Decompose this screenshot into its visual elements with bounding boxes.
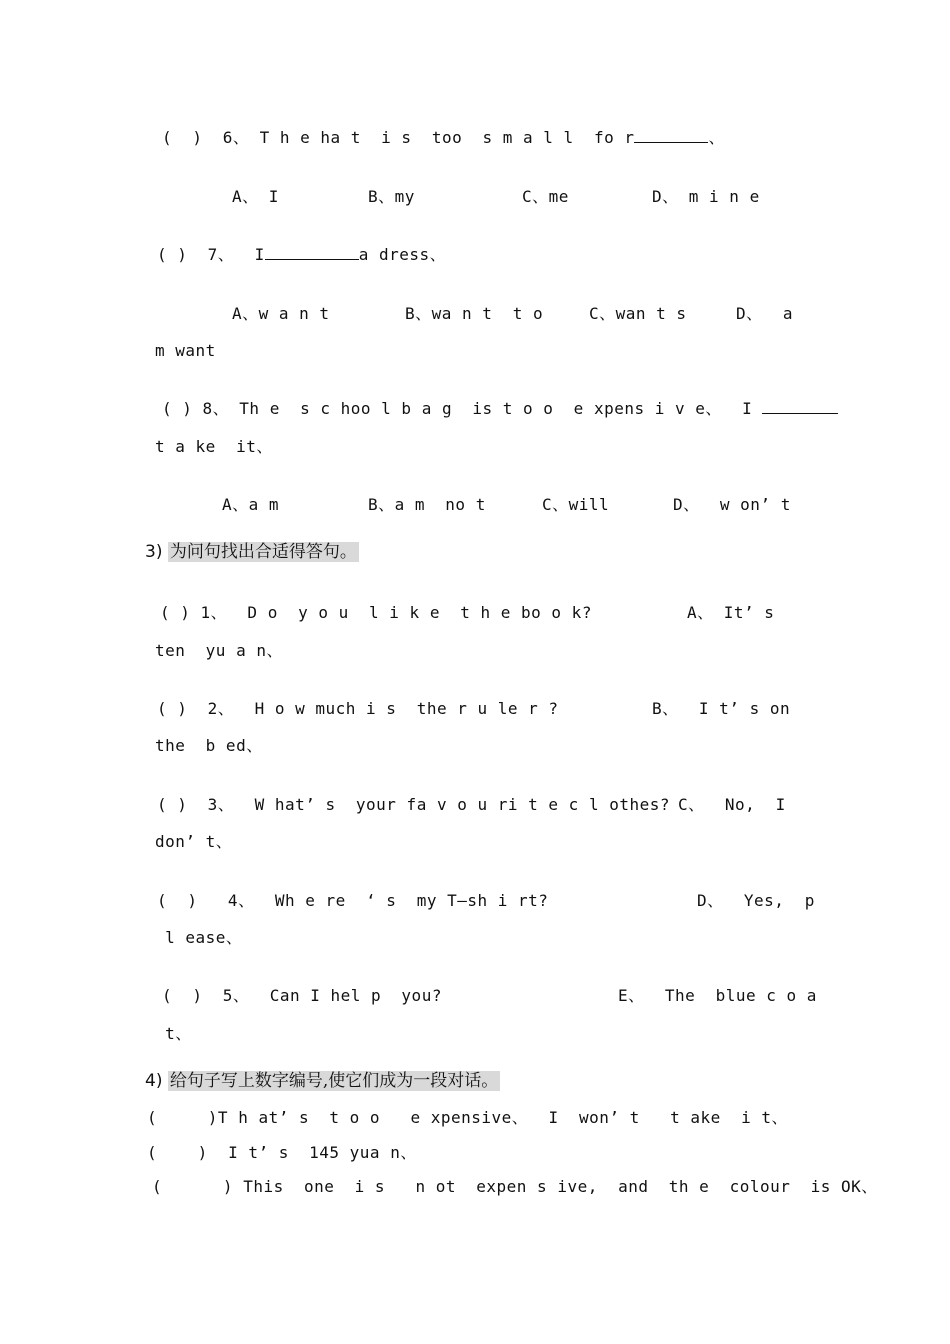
option-b: B、wa n t t o: [405, 304, 544, 323]
matching-question-1: ( ) 1、 D o y o u l i k e t h e bo o k?: [160, 603, 592, 622]
question-7-stem: ( ) 7、 I: [157, 245, 265, 264]
dialogue-line: ( )T h at’ s t o o e xpensive、 I won’ t t ake i t、: [147, 1108, 788, 1127]
matching-answer-b: B、 I t’ s on: [652, 699, 791, 718]
section-4-heading: [145, 1070, 500, 1092]
matching-answer-e: E、 The blue c o a: [618, 986, 817, 1005]
matching-answer-e-wrap: t、: [155, 1024, 192, 1043]
option-b: B、a m no t: [368, 495, 486, 514]
option-c: C、will: [542, 495, 610, 514]
question-6: ( ) 6、 T h e ha t i s too s m a l l fo r 、: [162, 128, 725, 147]
section-3-number: 3): [145, 542, 163, 562]
option-b: B、my: [368, 187, 415, 206]
dialogue-line: ( ) This one i s n ot expen s ive, and th e colour is OK、: [152, 1177, 878, 1196]
option-a: A、a m: [222, 495, 280, 514]
answer-blank[interactable]: [762, 399, 838, 414]
option-a: A、 I: [232, 187, 279, 206]
matching-answer-c-wrap: don’ t、: [155, 832, 233, 851]
question-6-stem: ( ) 6、 T h e ha t i s too s m a l l fo r: [162, 128, 635, 147]
question-8: [162, 399, 838, 419]
matching-answer-d-wrap: l ease、: [155, 928, 243, 947]
section-4-title: 给句子写上数字编号,使它们成为一段对话。: [169, 1071, 499, 1091]
option-d: D、 w on’ t: [673, 495, 791, 514]
question-7-wrap: m want: [155, 341, 216, 360]
matching-question-4: ( ) 4、 Wh e re ‘ s my T—sh i rt?: [157, 891, 549, 910]
section-3-heading: [145, 541, 359, 563]
section-3-title: 为问句找出合适得答句。: [169, 542, 357, 562]
answer-blank[interactable]: [265, 245, 359, 260]
matching-answer-a-wrap: ten yu a n、: [155, 641, 283, 660]
matching-answer-a: A、 It’ s: [687, 603, 775, 622]
matching-question-2: ( ) 2、 H o w much i s the r u le r ?: [157, 699, 559, 718]
option-d: D、 a: [736, 304, 794, 323]
dialogue-line: ( ) I t’ s 145 yua n、: [147, 1143, 417, 1162]
matching-answer-b-wrap: the b ed、: [155, 736, 263, 755]
option-a: A、w a n t: [232, 304, 330, 323]
option-c: C、wan t s: [589, 304, 687, 323]
section-4-number: 4): [145, 1071, 163, 1091]
answer-blank[interactable]: [634, 128, 708, 143]
question-8-stem: ( ) 8、 Th e s c hoo l b a g is t o o e xpens i v e、 I: [162, 399, 753, 418]
matching-answer-c: C、 No, I: [678, 795, 786, 814]
option-d: D、 m i n e: [652, 187, 760, 206]
matching-question-5: ( ) 5、 Can I hel p you?: [162, 986, 442, 1005]
question-7: ( ) 7、 I a dress、: [157, 245, 447, 264]
matching-question-3: ( ) 3、 W hat’ s your fa v o u ri t e c l othes?: [157, 795, 671, 814]
matching-answer-d: D、 Yes, p: [697, 891, 815, 910]
option-c: C、me: [522, 187, 569, 206]
question-8-wrap: t a ke it、: [155, 437, 273, 456]
